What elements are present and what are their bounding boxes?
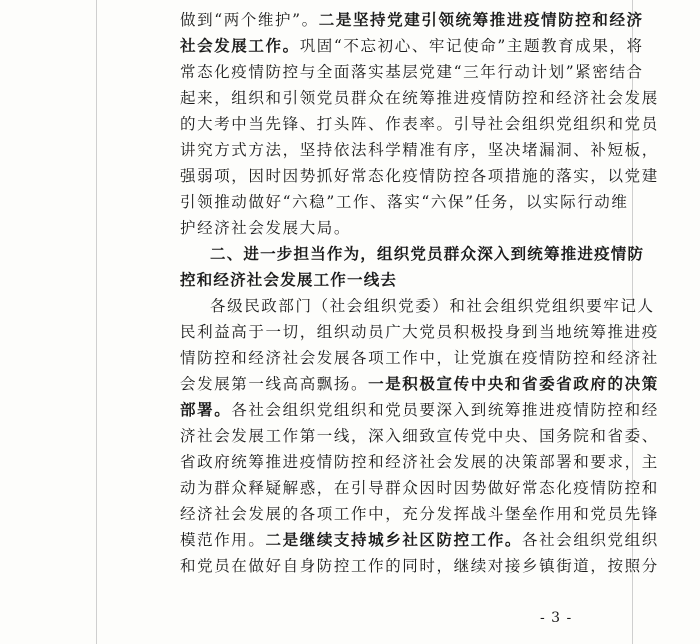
body-line xyxy=(180,35,644,57)
body-line: 讲究方式方法，坚持依法科学精准有序，坚决堵漏洞、补短板， xyxy=(180,141,659,159)
text-run: 各社会组织党组织 xyxy=(522,531,659,549)
text-run: 会发展第一线高高飘扬。 xyxy=(180,375,369,393)
emphasis-text: 一是积极宣传中央和省委省政府的决策 xyxy=(368,374,659,393)
body-line: 经济社会发展的各项工作中，充分发挥战斗堡垒作用和党员先锋 xyxy=(180,505,659,523)
page-number: - 3 - xyxy=(540,610,573,626)
emphasis-text: 二是继续支持城乡社区防控工作。 xyxy=(265,530,523,549)
scan-edge-left xyxy=(96,0,97,644)
text-run: 巩固“不忘初心、牢记使命”主题教育成果，将 xyxy=(299,37,644,55)
body-line: 强弱项，因时因势抓好常态化疫情防控各项措施的落实，以党建 xyxy=(180,167,659,185)
section-heading: 控和经济社会发展工作一线去 xyxy=(180,271,398,289)
body-line: 省政府统筹推进疫情防控和经济社会发展的决策部署和要求，主 xyxy=(180,453,659,471)
body-line: 情防控和经济社会发展各项工作中，让党旗在疫情防控和经济社 xyxy=(180,349,659,367)
body-line: 济社会发展工作第一线，深入细致宣传党中央、国务院和省委、 xyxy=(180,427,659,445)
emphasis-text: 二是坚持党建引领统筹推进疫情防控和经济 xyxy=(318,10,644,29)
body-line: 引领推动做好“六稳”工作、落实“六保”任务，以实际行动维 xyxy=(180,193,629,211)
body-line: 和党员在做好自身防控工作的同时，继续对接乡镇街道，按照分 xyxy=(180,557,659,575)
body-line: 的大考中当先锋、打头阵、作表率。引导社会组织党组织和党员 xyxy=(180,115,659,133)
body-line xyxy=(180,399,659,421)
text-run: 各社会组织党组织和党员要深入到统筹推进疫情防控和经 xyxy=(231,401,659,419)
body-line xyxy=(180,373,659,395)
text-run: 模范作用。 xyxy=(180,531,266,549)
body-line xyxy=(180,529,659,551)
emphasis-text: 部署。 xyxy=(180,400,232,419)
body-line: 各级民政部门（社会组织党委）和社会组织党组织要牢记人 xyxy=(210,297,655,315)
body-line: 常态化疫情防控与全面落实基层党建“三年行动计划”紧密结合 xyxy=(180,63,644,81)
body-line: 民利益高于一切，组织动员广大党员积极投身到当地统筹推进疫 xyxy=(180,323,659,341)
section-heading: 二、进一步担当作为，组织党员群众深入到统筹推进疫情防 xyxy=(210,245,645,263)
body-line: 护经济社会发展大局。 xyxy=(180,219,352,237)
body-line xyxy=(180,9,644,31)
text-run: 做到“两个维护”。 xyxy=(180,11,319,29)
body-line: 起来，组织和引领党员群众在统筹推进疫情防控和经济社会发展 xyxy=(180,89,659,107)
emphasis-text: 社会发展工作。 xyxy=(180,36,300,55)
body-line: 动为群众释疑解惑，在引导群众因时因势做好常态化疫情防控和 xyxy=(180,479,659,497)
